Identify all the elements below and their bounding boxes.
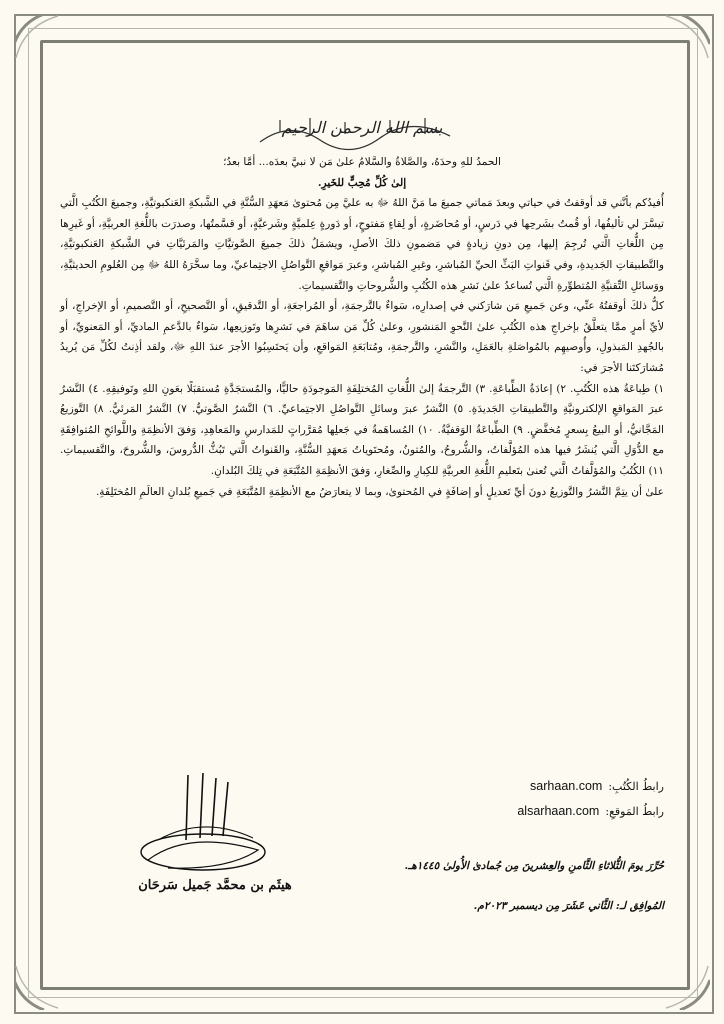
permissions-list [60,379,664,482]
corner-ornament [650,14,710,74]
addressee-line: إلىٰ كُلِّ مُحِبٍّ للخَيرِ. [317,176,407,189]
books-link-label: رابطُ الكُتُبِ: [608,780,664,793]
list-item: ٣) التَّرجمَةُ إلىٰ اللُّغاتِ المُختلِفَةِ المَوجودَةِ حاليًّا، والمُستجَدَّةِ مُستقبَلًا بعَونِ اللهِ وتَوفيقِهِ. [102,382,486,395]
list-item: ٨) التَّوزيعُ المَجَّانيُّ، أو البيعُ بِسعرٍ مُخفَّضٍ. [60,403,664,436]
list-item: ١١) الكُتُبُ والمُؤلَّفاتُ الَّتي تُعنىٰ بتَعليمِ اللُّغةِ العربيَّةِ للكِبارِ والصِّغارِ، وَفقَ الأنظِمَةِ المُتَّبَعَةِ في تِلكَ البُلدانِ. [210,464,664,477]
list-item: ١٠) المُساهَمةُ في جَعلِها مُقرَّراتٍ للمَدارسِ والمَعاهِدِ، وَفقَ الأنظِمَةِ واللَّوائحِ المُتوافِقَةِ مع الدُّوَلِ الَّتي يُنشَرُ فيها هذه المُؤلَّفاتُ، والشُّروحُ، والمُتونُ، ومُحتَوياتُ مَعهَدِ السُّنَّةِ، والقَنواتُ الَّتي تَبُثُّ الدُّروسَ، والشُّروحَ، والتَّقسيماتِ. [60,423,664,457]
basmala-calligraphy [250,112,474,152]
signature-calligraphy [128,770,278,880]
closing-paragraph: علىٰ أن يتِمَّ النَّشرُ والتَّوزيعُ دونَ أيِّ تَعديلٍ أو إضافَةٍ في المُحتوىٰ، وبما لا يتعارَضُ مع الأنظِمَةِ المُتَّبَعَةِ في جَميعِ بُلدانِ العالَمِ المُختَلِفَةِ. [95,485,664,498]
paragraph-2: كلُّ ذلكَ أوقفتُهُ عنِّي، وعن جَميعِ مَن شارَكني في إصدارِه، سَواءٌ بالتَّرجمَةِ، أو المُراجعَةِ، أو التَّدقيقِ، أو التَّصحيحِ، أو التَّصميمِ، أو الإخراجِ، أو لأيِّ أمرٍ ممَّا يتعلَّقُ بإخراجِ هذه الكُتُبِ علىٰ النَّحوِ المَنشورِ، وعلىٰ كُلِّ مَن ساهَمَ في نَشرِها وتَوزيعِها، سَواءٌ بالدَّعمِ الماديِّ، أو المَعنويِّ، أو بالجُهدِ المَبذولِ، وأُوصيهِم بالمُواصَلةِ بالعَمَلِ، والنَّشرِ، والتَّرجمَةِ، ومُتابَعَةِ المَواقعِ، وأن يَحتَسِبُوا الأجرَ عندَ اللهِ ﷻ، ولقد أذِنتُ لكُلِّ مَن يُريدُ مُشارَكتَنا الأجرَ في: [60,300,664,374]
paragraph-1: أُفيدُكم بأنَّني قد أوقفتُ في حياتي وبعدَ مَماتي جميعَ ما مَنَّ اللهُ ﷻ به عليَّ مِن مُحتوىٰ مَعهَدِ السُّنَّةِ في الشَّبكةِ العَنكبوتيَّةِ، وجميعَ الكُتُبِ الَّتي تيسَّرَ لي تأليفُها، أو قُمتُ بشَرحِها في دَرسٍ، أو مُحاضَرةٍ، أو لِقاءٍ مَفتوحٍ، أو دَورةٍ عِلميَّةٍ وشَرعيَّةٍ، أو قسَّمتُها، وصدرَت باللُّغةِ العربيَّةِ، أو غَيرِها مِن اللُّغاتِ الَّتي تُرجِمَ إليها، مِن دونِ زيادةٍ في مَضمونِ ذلكَ الأصلِ، ويشمَلُ ذلكَ جميعَ الصَّوتيَّاتِ والمَرئيَّاتِ في الشَّبكةِ العَنكبوتيَّةِ، والتَّطبيقاتِ الجَديدةِ، وفي قَنواتِ البَثِّ الحيِّ المُباشرِ، وغيرِ المُباشرِ، وعبرَ مَواقعِ التَّواصُلِ الاجتِماعيِّ، وما سخَّرَهُ اللهُ ﷻ مِن العُلومِ الحديثيَّةِ، ووَسائلِ التِّقنيَّةِ المُتطوِّرةِ الَّتي تُساعدُ علىٰ نَشرِ هذه الكُتُبِ والشُّروحاتِ والتَّقسيماتِ. [60,197,664,292]
corner-ornament [650,950,710,1010]
list-item: ٢) إعادَةُ الطِّباعَةِ. [489,382,567,395]
signer-name: هيثَم بن محمَّد جَميل سَرحَان [138,878,292,893]
site-link-row [517,799,664,824]
list-item: ١) طِباعَةُ هذه الكُتُبِ. [570,382,665,395]
document-body [60,152,664,502]
opening-line: الحمدُ للهِ وحدَهُ، والصَّلاةُ والسَّلامُ علىٰ مَن لا نبيَّ بعدَه... أمَّا بعدُ؛ [223,156,501,168]
list-item: ٧) النَّشرُ المَرئيُّ. [108,403,187,416]
list-item: ٦) النَّشرُ الصَّوتيُّ. [192,403,273,416]
list-item: ٤) النَّشرُ عبرَ المَواقعِ الإلكترونيَّةِ والتَّطبيقاتِ الجَديدَةِ. [60,382,665,416]
basmala-text: بسم الله الرحمن الرحيم [281,118,443,137]
gregorian-date: المُوافِق لـ: الثَّاني عَشَرَ مِن ديسمبر ٢٠٢٣م. [473,900,664,912]
site-link[interactable]: alsarhaan.com [517,804,600,818]
list-item: ٥) النَّشرُ عبرَ وسائلِ التَّواصُلِ الاجتِماعيِّ. [277,403,464,416]
corner-ornament [14,14,74,74]
corner-ornament [14,950,74,1010]
books-link[interactable]: sarhaan.com [530,779,603,793]
books-link-row [517,774,664,799]
list-item: ٩) الطِّباعَةُ الوَقفيَّةُ. [437,423,523,436]
links-section [517,774,664,824]
hijri-date: حُرِّرَ يومَ الثُّلاثاءِ الثَّامنِ والعِشرينَ مِن جُمادىٰ الأُولىٰ ١٤٤٥هـ. [404,860,664,872]
site-link-label: رابطُ المَوقعِ: [605,805,664,818]
